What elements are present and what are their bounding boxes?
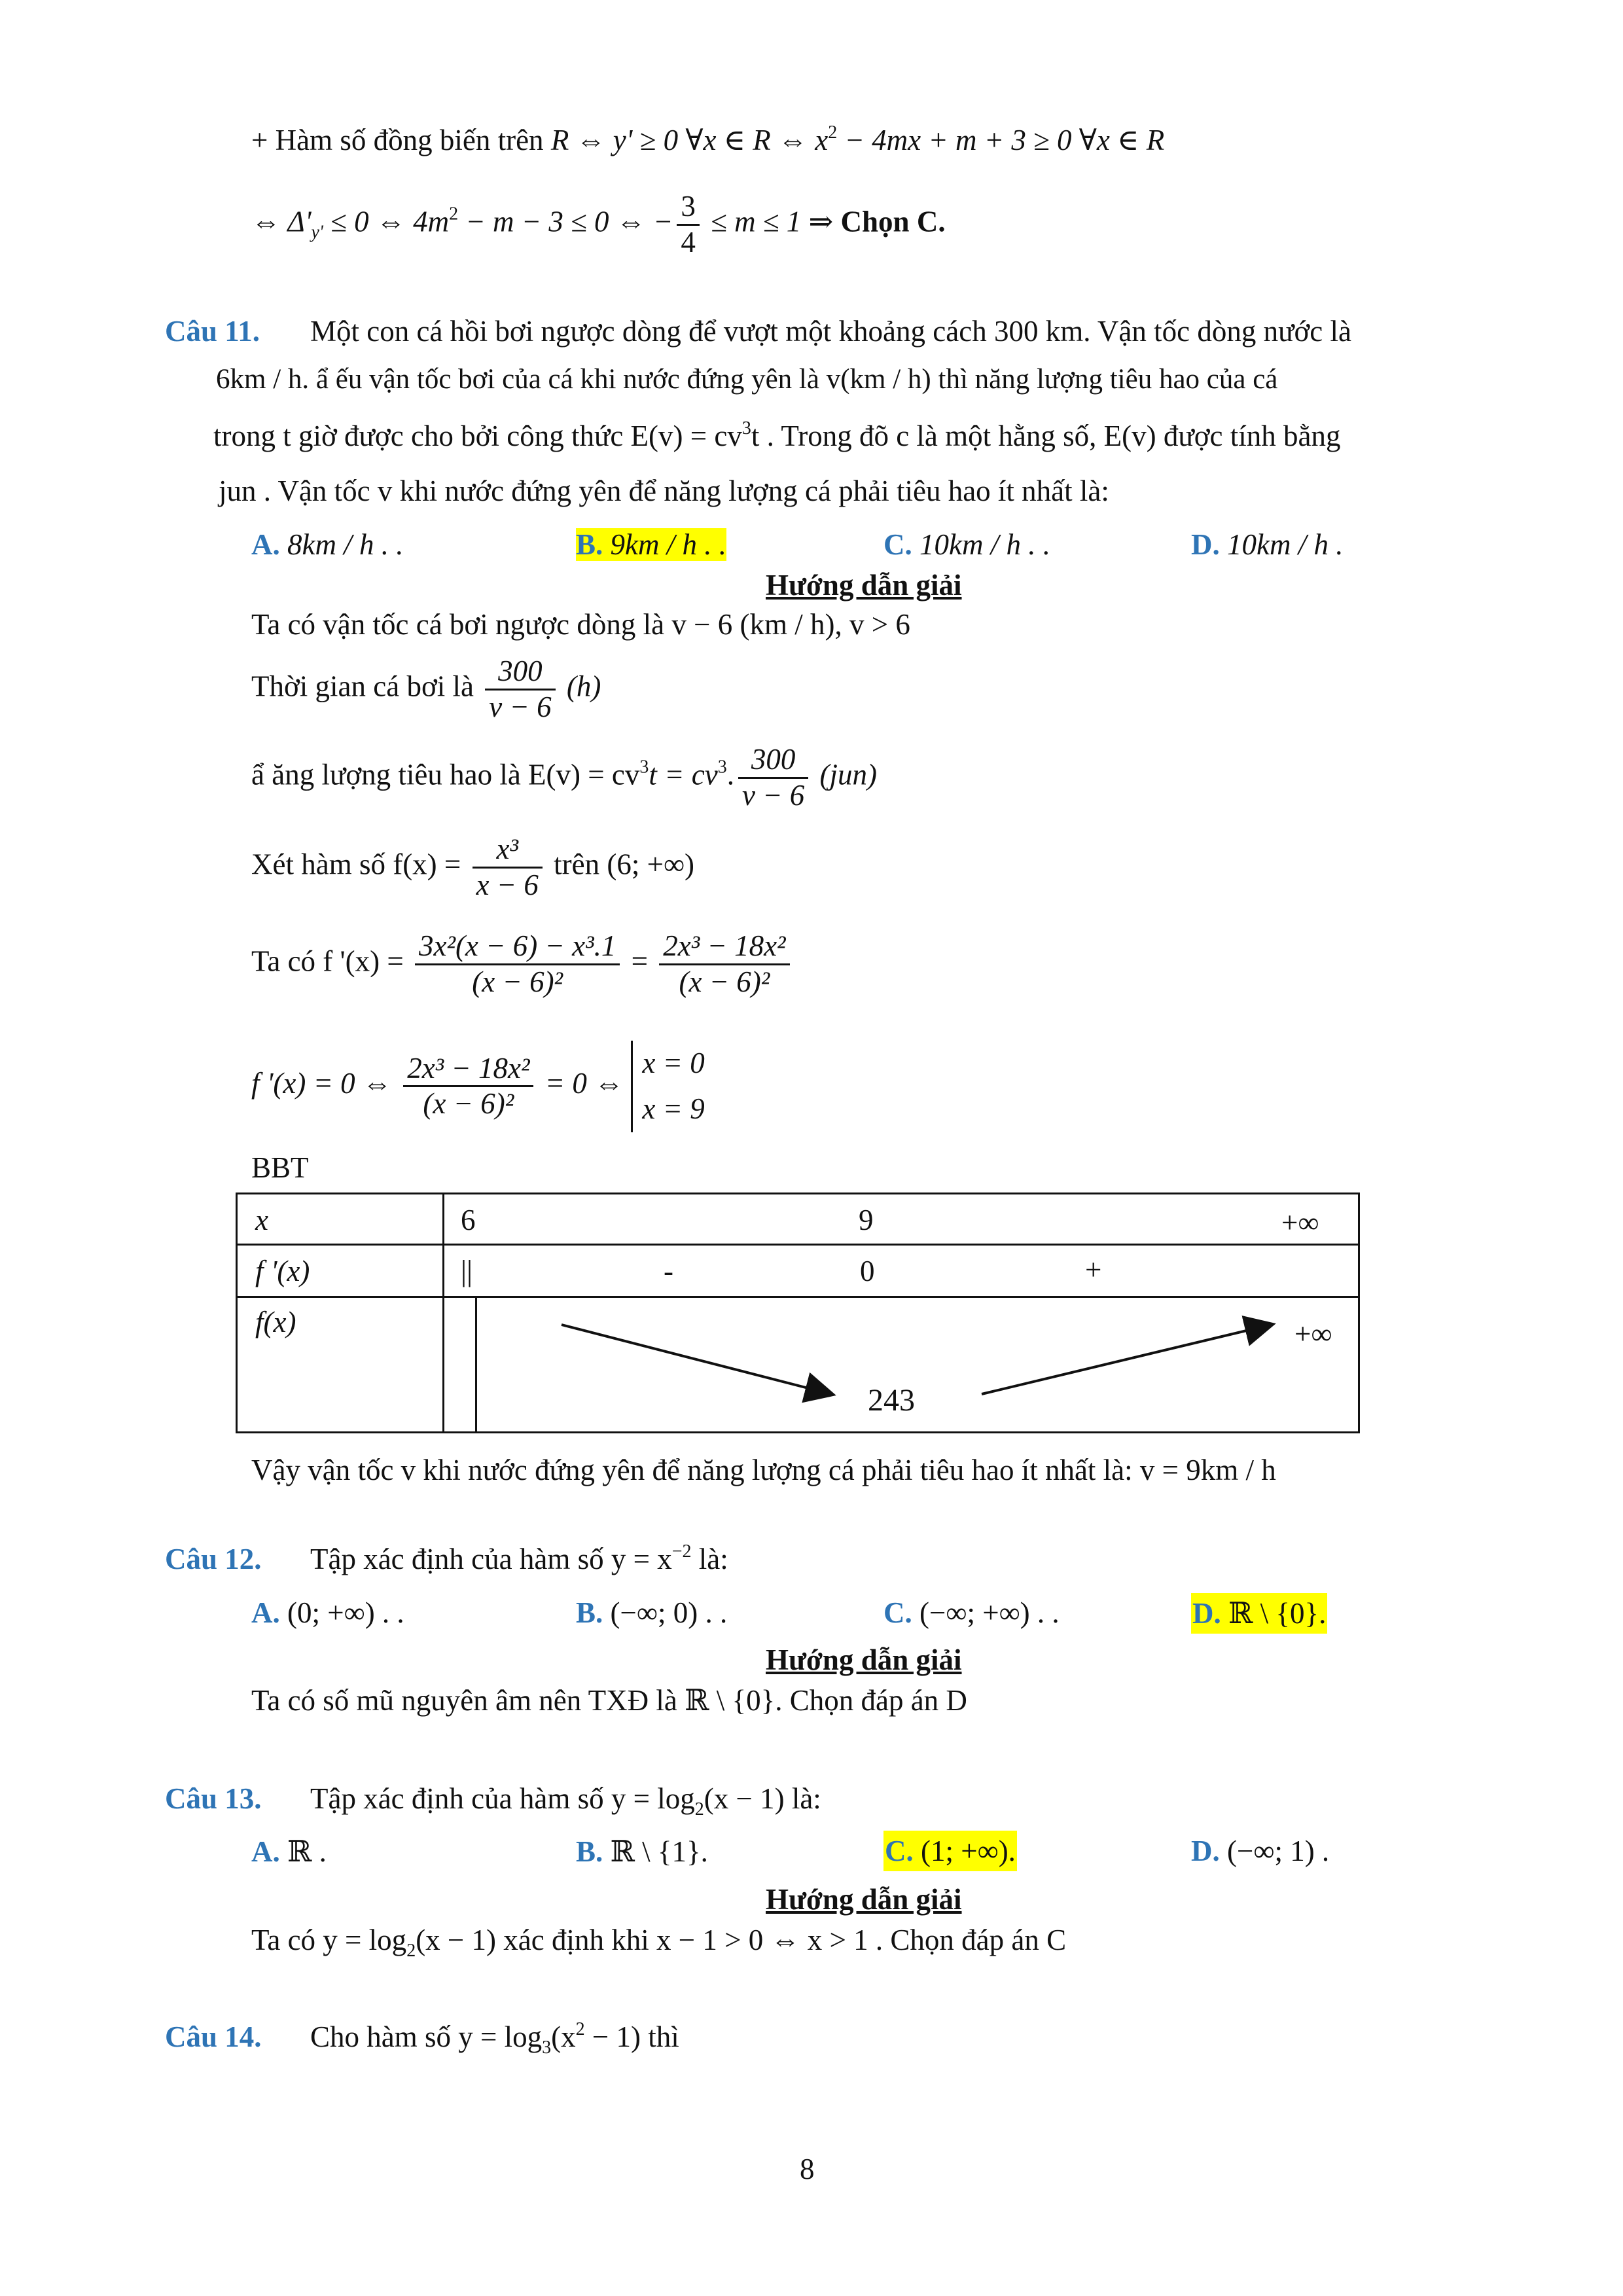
text: trong t giờ được cho bởi công thức E(v) = cv <box>213 420 742 452</box>
choice-letter: B. <box>576 1835 603 1868</box>
text: Xét hàm số f(x) = <box>251 848 469 881</box>
math: . <box>726 758 734 791</box>
q12-choice-d[interactable] <box>1191 1596 1327 1630</box>
q11-conclusion: Vậy vận tốc v khi nước đứng yên để năng lượng cá phải tiêu hao ít nhất là: v = 9km / h <box>251 1454 1276 1486</box>
sub: 2 <box>694 1799 704 1820</box>
choice-text: 8km / h . . <box>287 528 404 561</box>
denominator: x − 6 <box>476 868 539 901</box>
choice-letter: A. <box>251 528 280 561</box>
q11-guide-heading: Hướng dẫn giải <box>766 569 962 601</box>
choice-letter: A. <box>251 1596 280 1629</box>
text: trên (6; +∞) <box>546 848 695 881</box>
row-f-label: f(x) <box>255 1306 296 1338</box>
decreasing-arrow <box>562 1325 831 1394</box>
text: (x <box>551 2020 576 2053</box>
choice-text: ℝ \ {0}. <box>1228 1597 1327 1630</box>
text: t . Trong đõ c là một hằng số, E(v) được tính bằng <box>751 420 1341 452</box>
numerator: 3x²(x − 6) − x³.1 <box>415 929 620 965</box>
q12-label: Câu 12. <box>165 1543 262 1575</box>
f-min-value: 243 <box>868 1383 915 1418</box>
q13-choice-c[interactable] <box>883 1834 1017 1868</box>
math: = 0 ⇔ <box>537 1067 632 1100</box>
choice-text: ℝ \ {1}. <box>610 1835 708 1868</box>
choice-text: (−∞; +∞) . . <box>919 1596 1060 1629</box>
f-value-inf: +∞ <box>1294 1318 1332 1350</box>
text: Tập xác định của hàm số y = log <box>310 1782 695 1815</box>
math: ⇔ Δ' <box>251 205 312 238</box>
q12-choice-a[interactable] <box>251 1596 404 1630</box>
row-x-label: x <box>255 1204 268 1236</box>
q12-choice-c[interactable] <box>883 1596 1060 1630</box>
root-1: x = 0 <box>642 1047 705 1079</box>
sup: 3 <box>741 418 751 439</box>
choice-letter: B. <box>576 1596 603 1629</box>
q12-choice-b[interactable] <box>576 1596 727 1630</box>
text: (x − 1) là: <box>704 1782 821 1815</box>
choice-text: ℝ . <box>287 1835 327 1868</box>
math: f '(x) = 0 ⇔ <box>251 1067 400 1100</box>
sup: 3 <box>639 757 649 778</box>
q12-guide-heading: Hướng dẫn giải <box>766 1643 962 1676</box>
fprime-undefined: || <box>461 1255 473 1287</box>
choice-text: (−∞; 1) . <box>1227 1835 1330 1867</box>
x-value-6: 6 <box>461 1204 476 1236</box>
numerator: 300 <box>485 655 555 691</box>
q11-label: Câu 11. <box>165 315 260 348</box>
sub: 3 <box>542 2037 552 2058</box>
sup: −2 <box>671 1541 692 1562</box>
math: (jun) <box>812 758 878 791</box>
numerator: 2x³ − 18x² <box>659 929 789 965</box>
denominator: 4 <box>681 225 696 259</box>
text: Cho hàm số y = log <box>310 2020 543 2053</box>
q11-stem-line-2: 6km / h. ẩ ếu vận tốc bơi của cá khi nước đứng yên là v(km / h) thì năng lượng tiêu hao của cá <box>216 364 1278 395</box>
x-value-inf: +∞ <box>1281 1206 1319 1239</box>
text: ẩ ăng lượng tiêu hao là E(v) = cv <box>251 758 640 791</box>
x-value-9: 9 <box>859 1204 874 1236</box>
q11-solution-1: Ta có vận tốc cá bơi ngược dòng là v − 6 (km / h), v > 6 <box>251 608 910 641</box>
numerator: x³ <box>473 833 543 869</box>
text: Ta có f '(x) = <box>251 944 411 978</box>
choice-text: 9km / h . . <box>610 528 726 561</box>
choice-letter: C. <box>885 1835 914 1867</box>
q12-stem <box>310 1543 728 1576</box>
choice-text: (0; +∞) . . <box>287 1596 404 1629</box>
text: Tập xác định của hàm số y = x <box>310 1543 672 1575</box>
choice-text: (−∞; 0) . . <box>610 1596 728 1629</box>
numerator: 2x³ − 18x² <box>403 1052 533 1088</box>
sub: 2 <box>406 1941 416 1961</box>
answer-choose: Chọn C. <box>840 205 946 238</box>
choice-letter: D. <box>1192 1597 1221 1630</box>
text: Ta có y = log <box>251 1924 407 1956</box>
q14-label: Câu 14. <box>165 2020 262 2053</box>
sup: 3 <box>717 757 727 778</box>
choice-letter: D. <box>1191 1835 1220 1867</box>
q13-solution <box>251 1924 1067 1961</box>
sup: 2 <box>449 204 459 224</box>
choice-text: (1; +∞). <box>921 1835 1016 1867</box>
q13-choice-a[interactable] <box>251 1834 327 1869</box>
choice-letter: D. <box>1191 528 1220 561</box>
choice-text: 10km / h . . <box>919 528 1050 561</box>
row-fprime-label: f '(x) <box>255 1255 310 1287</box>
fprime-minus: - <box>664 1255 673 1287</box>
bbt-label: BBT <box>251 1151 309 1184</box>
denominator: v − 6 <box>741 778 805 812</box>
fprime-zero: 0 <box>860 1255 875 1287</box>
choice-text: 10km / h . <box>1227 528 1344 561</box>
math: ≤ 0 ⇔ 4m <box>323 205 450 238</box>
q12-solution: Ta có số mũ nguyên âm nên TXĐ là ℝ \ {0}. Chọn đáp án D <box>251 1684 967 1717</box>
sup: 2 <box>575 2019 585 2039</box>
math: t = cv <box>649 758 718 791</box>
math: − 4mx + m + 3 ≥ 0 ∀x ∈ R <box>837 124 1165 156</box>
numerator: 3 <box>677 190 700 226</box>
q13-choice-d[interactable] <box>1191 1834 1329 1868</box>
choice-letter: C. <box>883 1596 912 1629</box>
text: là: <box>691 1543 728 1575</box>
choice-letter: B. <box>576 528 603 561</box>
text: = <box>624 944 656 978</box>
math: ≤ m ≤ 1 ⇒ <box>703 205 841 238</box>
q11-stem-line-1: Một con cá hồi bơi ngược dòng để vượt một khoảng cách 300 km. Vận tốc dòng nước là <box>310 315 1351 348</box>
q13-label: Câu 13. <box>165 1782 262 1815</box>
text: − 1) thì <box>584 2020 679 2053</box>
q13-choice-b[interactable] <box>576 1834 708 1869</box>
text: (x − 1) xác định khi x − 1 > 0 ⇔ x > 1 . Chọn đáp án C <box>416 1924 1067 1956</box>
q13-guide-heading: Hướng dẫn giải <box>766 1883 962 1916</box>
increasing-arrow <box>982 1325 1271 1394</box>
page-number: 8 <box>800 2153 815 2185</box>
highlight <box>883 1831 1017 1871</box>
math: R ⇔ y' ≥ 0 ∀x ∈ R ⇔ x <box>550 124 829 156</box>
choice-letter: C. <box>883 528 912 561</box>
denominator: (x − 6)² <box>679 965 770 998</box>
denominator: v − 6 <box>489 690 552 723</box>
text: Thời gian cá bơi là <box>251 670 482 703</box>
denominator: (x − 6)² <box>472 965 563 998</box>
numerator: 300 <box>738 743 808 779</box>
math: − m − 3 ≤ 0 ⇔ − <box>458 205 673 238</box>
choice-letter: A. <box>251 1835 280 1868</box>
q14-stem <box>310 2019 679 2058</box>
sup: 2 <box>828 122 838 143</box>
denominator: (x − 6)² <box>423 1087 514 1121</box>
text: + Hàm số đồng biến trên <box>251 124 551 156</box>
highlight <box>1191 1593 1327 1634</box>
q13-stem <box>310 1782 821 1820</box>
sub: y' <box>311 222 323 243</box>
q11-stem-line-4: jun . Vận tốc v khi nước đứng yên để năng lượng cá phải tiêu hao ít nhất là: <box>219 475 1109 507</box>
math: (h) <box>559 670 601 703</box>
fprime-plus: + <box>1085 1253 1102 1286</box>
root-2: x = 9 <box>642 1092 705 1125</box>
